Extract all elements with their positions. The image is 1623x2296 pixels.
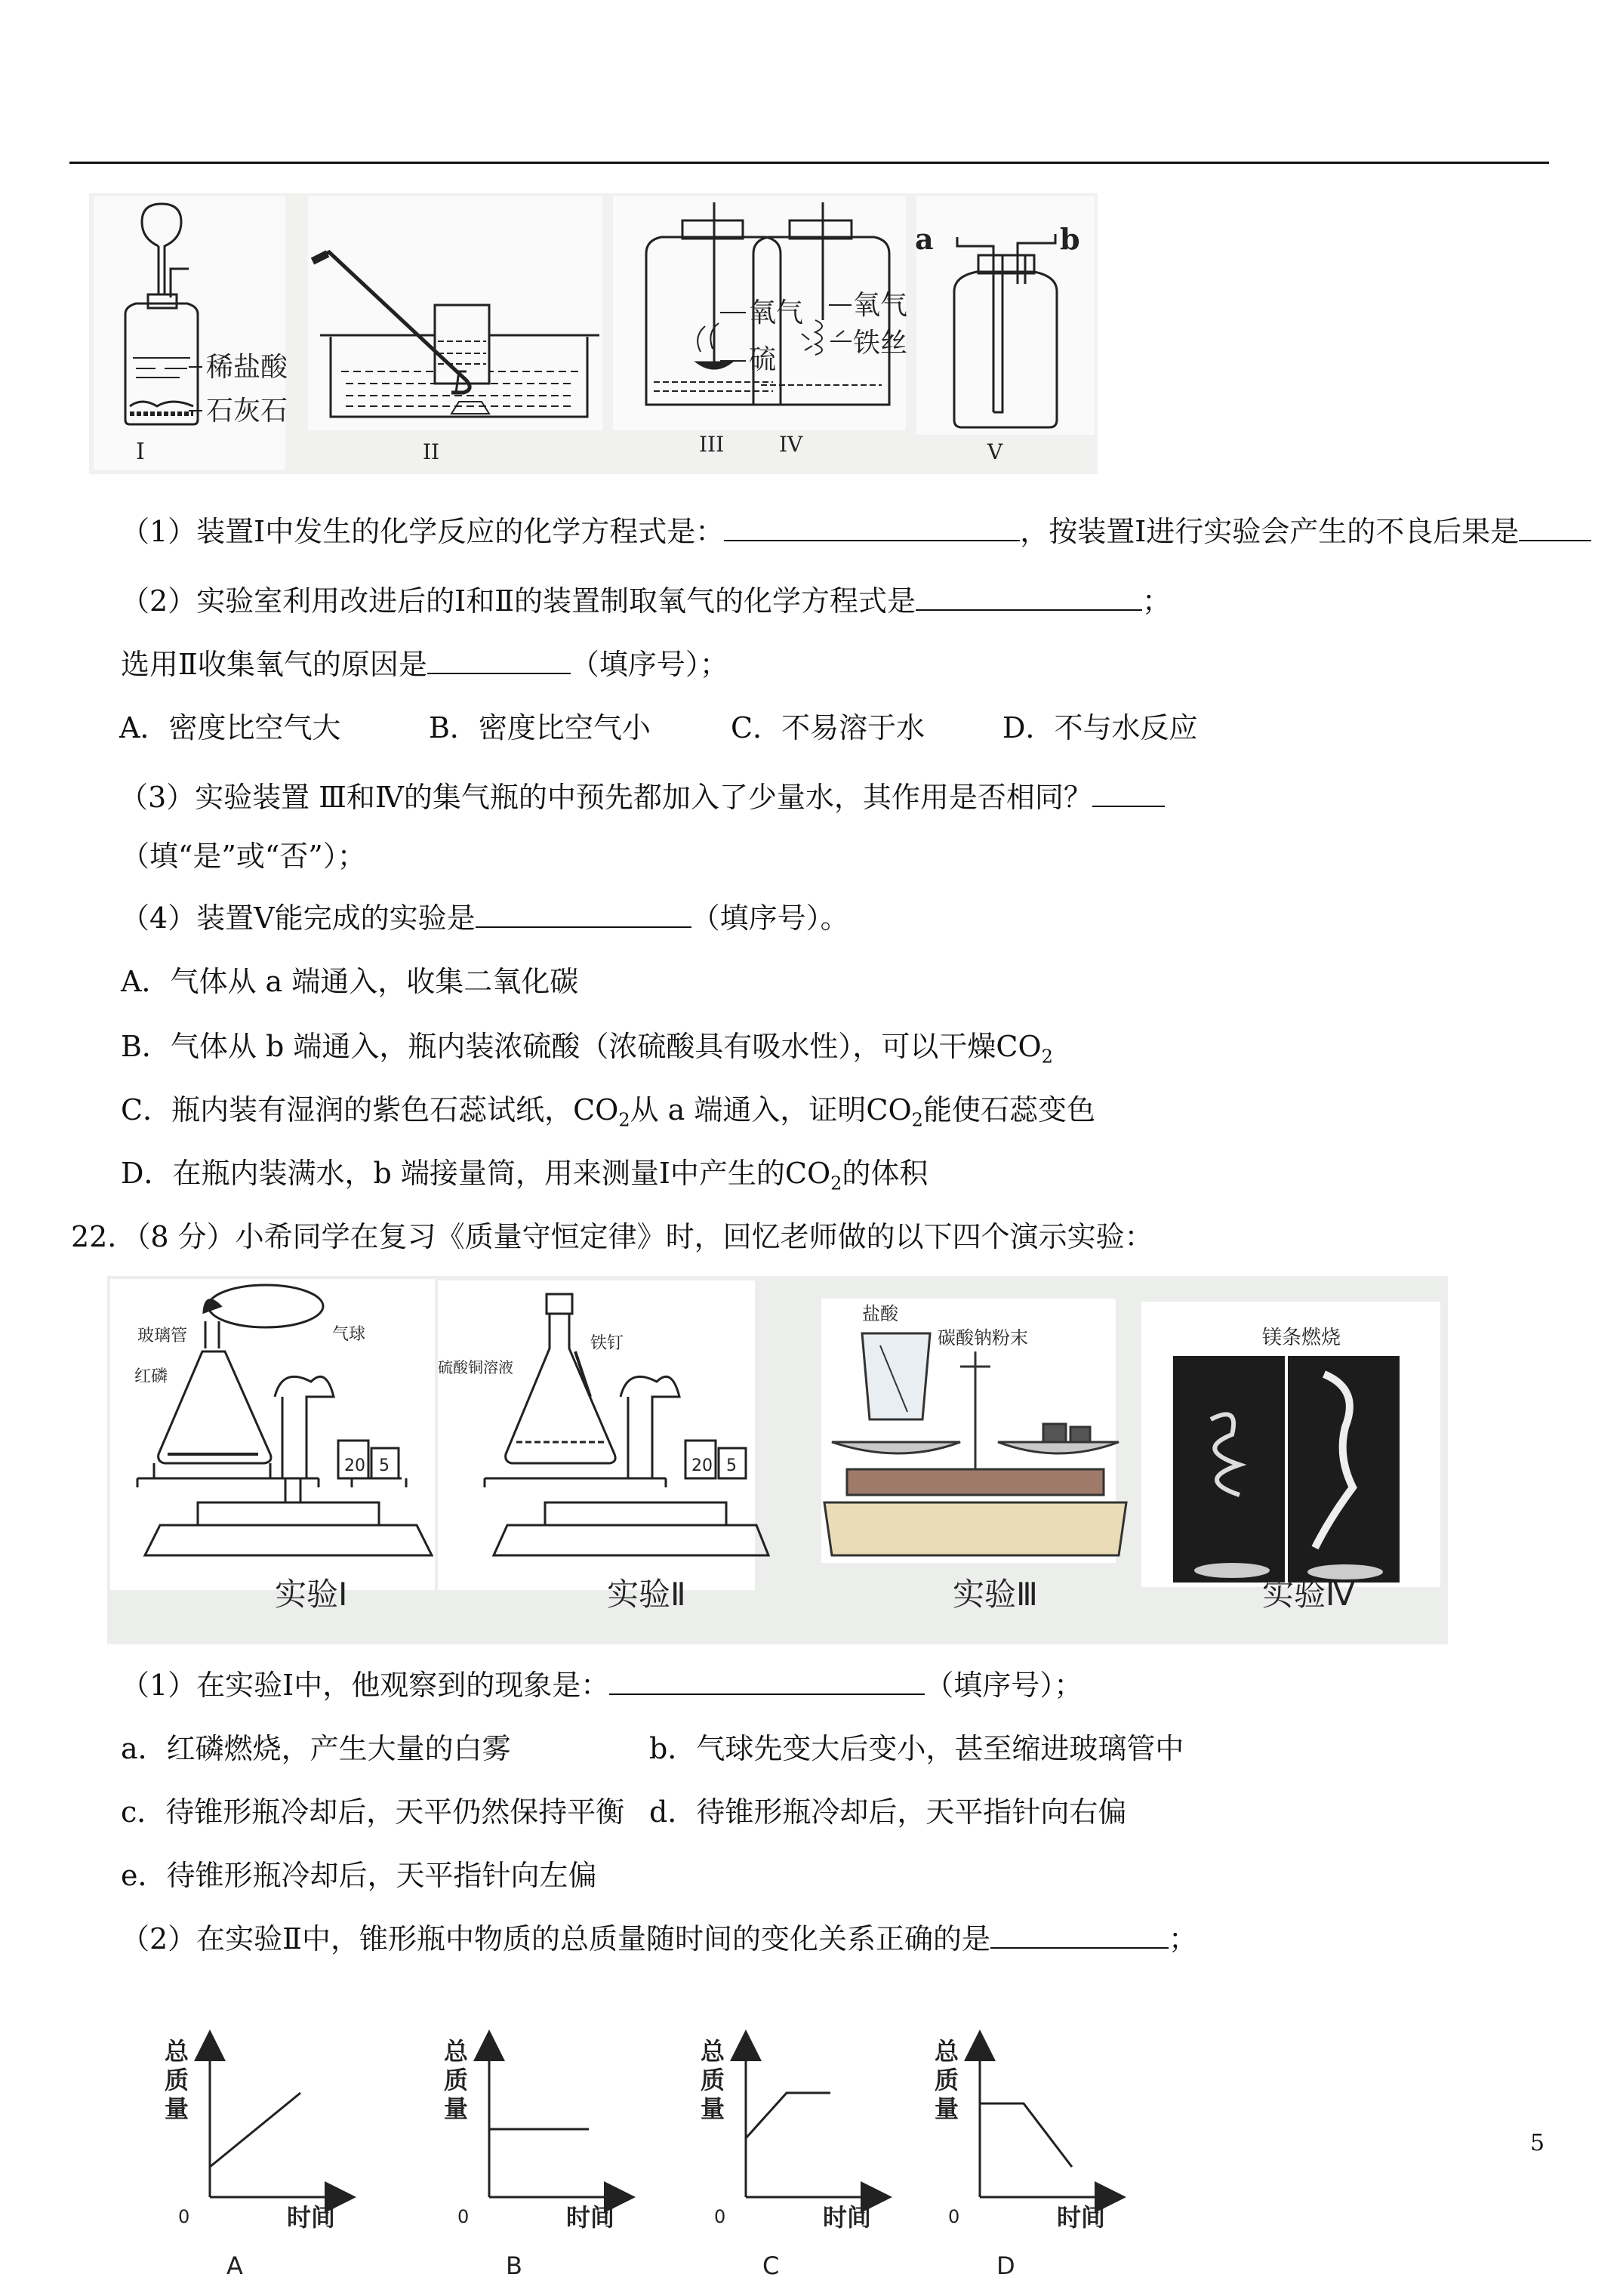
q22-option-d: d．待锥形瓶冷却后，天平指针向右偏: [649, 1795, 1127, 1829]
x-axis-label: 时间: [566, 2203, 615, 2232]
label-sulfur: 硫: [749, 344, 777, 375]
q21-p4-end: （填序号）。: [691, 901, 849, 935]
label-roman-3: III: [699, 432, 725, 457]
weight-5: 5: [726, 1456, 737, 1475]
subscript-2: 2: [911, 1109, 923, 1131]
subscript-2: 2: [830, 1173, 842, 1194]
label-roman-2: II: [423, 439, 440, 464]
answer-blank[interactable]: [724, 514, 1020, 541]
x-axis-label: 时间: [823, 2203, 872, 2232]
page-number: 5: [1530, 2130, 1545, 2156]
apparatus-svg: [89, 193, 1098, 474]
y-axis-label: 总质量: [935, 2037, 959, 2123]
label-port-a: a: [915, 222, 934, 256]
answer-blank[interactable]: [427, 647, 571, 674]
q22-p2-end: ；: [1169, 1922, 1198, 1955]
label-iron-nail: 铁钉: [590, 1334, 624, 1353]
label-hydrochloric-acid: 盐酸: [862, 1303, 898, 1324]
graph-d: [935, 2037, 1117, 2280]
q22-title-text: 22．（8 分）小希同学在复习《质量守恒定律》时，回忆老师做的以下四个演示实验：: [71, 1220, 1153, 1253]
q22-option-a: a．红磷燃烧，产生大量的白雾: [121, 1732, 511, 1765]
graph-option-label: C: [762, 2251, 780, 2280]
p4-option-b-text: B．气体从 b 端通入，瓶内装浓硫酸（浓硫酸具有吸水性），可以干燥: [121, 1030, 996, 1063]
answer-blank[interactable]: [1092, 780, 1165, 807]
y-axis-label: 总质量: [165, 2037, 189, 2123]
option-c: C．不易溶于水: [731, 711, 925, 744]
balance-experiments-svg: [107, 1276, 1448, 1644]
label-sodium-carbonate: 碳酸钠粉末: [938, 1327, 1028, 1348]
origin-label: 0: [178, 2206, 190, 2227]
p4-option-d-text-2: 的体积: [842, 1157, 929, 1190]
caption-exp-1: 实验Ⅰ: [275, 1576, 348, 1613]
q22-option-c: c．待锥形瓶冷却后，天平仍然保持平衡: [121, 1795, 625, 1829]
q21-p4-text: （4）装置Ⅴ能完成的实验是: [121, 901, 476, 935]
q21-p4-option-d: [121, 1155, 928, 1202]
q22-title: [71, 1219, 1153, 1255]
p4-option-a-text: A．气体从 a 端通入，收集二氧化碳: [121, 965, 579, 998]
mass-curve: [210, 2093, 300, 2167]
answer-blank[interactable]: [609, 1668, 925, 1695]
p4-option-c-text-1: C．瓶内装有湿润的紫色石蕊试纸，: [121, 1093, 574, 1126]
label-glass-tube: 玻璃管: [137, 1327, 188, 1345]
graph-a: [165, 2037, 347, 2280]
q21-part4: [121, 900, 849, 936]
y-axis-label: 总质量: [444, 2037, 469, 2123]
co-formula: CO: [866, 1093, 912, 1126]
q21-part2b: [121, 646, 728, 683]
graph-option-label: A: [226, 2251, 243, 2280]
caption-exp-2: 实验Ⅱ: [607, 1576, 686, 1613]
y-axis-label: 总质量: [701, 2037, 725, 2123]
label-limestone: 石灰石: [206, 396, 288, 427]
q21-p1-text: （1）装置Ⅰ中发生的化学反应的化学方程式是：: [121, 515, 725, 548]
experiment-4: [1173, 1356, 1400, 1583]
mass-curve: [746, 2093, 830, 2138]
q21-p3b-text: （填“是”或“否”）；: [121, 840, 366, 873]
origin-label: 0: [948, 2206, 960, 2227]
graph-option-label: B: [506, 2251, 522, 2280]
q21-p1-mid: ，按装置Ⅰ进行实验会产生的不良后果是: [1020, 515, 1520, 548]
q21-p2a-end: ；: [1142, 584, 1172, 618]
q21-p4-option-b: [121, 1028, 1053, 1075]
label-roman-1: I: [136, 439, 145, 465]
q21-part2a: [121, 583, 1171, 619]
label-oxygen-4: 氧气: [853, 290, 908, 321]
q21-part3b: [121, 838, 366, 874]
q21-p4-option-a: [121, 963, 578, 1000]
caption-exp-4: 实验Ⅳ: [1262, 1576, 1355, 1613]
co-formula: CO: [996, 1030, 1042, 1063]
caption-exp-3: 实验Ⅲ: [953, 1576, 1038, 1613]
answer-blank[interactable]: [990, 1922, 1169, 1949]
option-a: A．密度比空气大: [119, 711, 341, 744]
p4-option-d-text-1: D．在瓶内装满水，b 端接量筒，用来测量Ⅰ中产生的: [121, 1157, 785, 1190]
q22-p2-text: （2）在实验Ⅱ中，锥形瓶中物质的总质量随时间的变化关系正确的是: [121, 1922, 991, 1955]
answer-blank[interactable]: [1519, 514, 1591, 541]
answer-blank[interactable]: [916, 584, 1142, 611]
co-formula: CO: [784, 1157, 831, 1190]
label-roman-5: V: [987, 439, 1003, 464]
balance-experiments-figure: [107, 1276, 1448, 1644]
label-iron-wire: 铁丝: [853, 328, 908, 359]
q22-p1-end: （填序号）；: [925, 1669, 1083, 1702]
option-b: B．密度比空气小: [429, 711, 651, 744]
header-rule: [69, 162, 1549, 164]
answer-blank[interactable]: [476, 901, 691, 928]
label-copper-sulfate: 硫酸铜溶液: [438, 1358, 513, 1376]
q21-p4-option-c: [121, 1092, 1095, 1139]
label-red-phosphorus: 红磷: [134, 1367, 168, 1386]
q21-p2b-end: （填序号）；: [570, 648, 728, 681]
label-port-b: b: [1060, 222, 1080, 256]
label-balloon: 气球: [332, 1325, 366, 1344]
mass-curve: [980, 2103, 1072, 2167]
mass-time-graphs: [136, 2008, 1223, 2296]
q22-option-e-line: [121, 1857, 597, 1894]
q22-option-b: b．气球先变大后变小，甚至缩进玻璃管中: [649, 1732, 1184, 1765]
graph-c: [701, 2037, 883, 2280]
q21-part3a: [119, 779, 1165, 815]
option-d: D．不与水反应: [1002, 711, 1198, 744]
q21-part1: [121, 513, 1591, 550]
p4-option-c-text-2: 从 a 端通入，证明: [630, 1093, 867, 1126]
subscript-2: 2: [1041, 1046, 1053, 1068]
q22-part2: [121, 1921, 1197, 1957]
origin-label: 0: [457, 2206, 470, 2227]
label-dilute-hcl: 稀盐酸: [206, 352, 288, 383]
q21-p3a-text: （3）实验装置 Ⅲ和Ⅳ的集气瓶的中预先都加入了少量水，其作用是否相同？: [119, 781, 1092, 814]
subscript-2: 2: [618, 1109, 630, 1131]
weight-20: 20: [691, 1456, 713, 1475]
q21-p2a-text: （2）实验室利用改进后的Ⅰ和Ⅱ的装置制取氧气的化学方程式是: [121, 584, 916, 618]
q22-option-e: e．待锥形瓶冷却后，天平指针向左偏: [121, 1859, 597, 1892]
weight-5: 5: [379, 1456, 390, 1475]
x-axis-label: 时间: [1057, 2203, 1106, 2232]
label-oxygen-3: 氧气: [749, 297, 804, 328]
q21-p2b-text: 选用Ⅱ收集氧气的原因是: [121, 648, 427, 681]
p4-option-c-text-3: 能使石蕊变色: [922, 1093, 1095, 1126]
q22-part1: [121, 1667, 1083, 1703]
q22-p1-text: （1）在实验Ⅰ中，他观察到的现象是：: [121, 1669, 610, 1702]
weight-20: 20: [344, 1456, 365, 1475]
graph-option-label: D: [996, 2251, 1015, 2280]
apparatus-figure: [89, 193, 1098, 474]
graph-b: [444, 2037, 627, 2280]
origin-label: 0: [714, 2206, 726, 2227]
label-magnesium-burning: 镁条燃烧: [1262, 1327, 1341, 1349]
label-roman-4: IV: [779, 432, 803, 457]
co-formula: CO: [573, 1093, 619, 1126]
x-axis-label: 时间: [287, 2203, 336, 2232]
